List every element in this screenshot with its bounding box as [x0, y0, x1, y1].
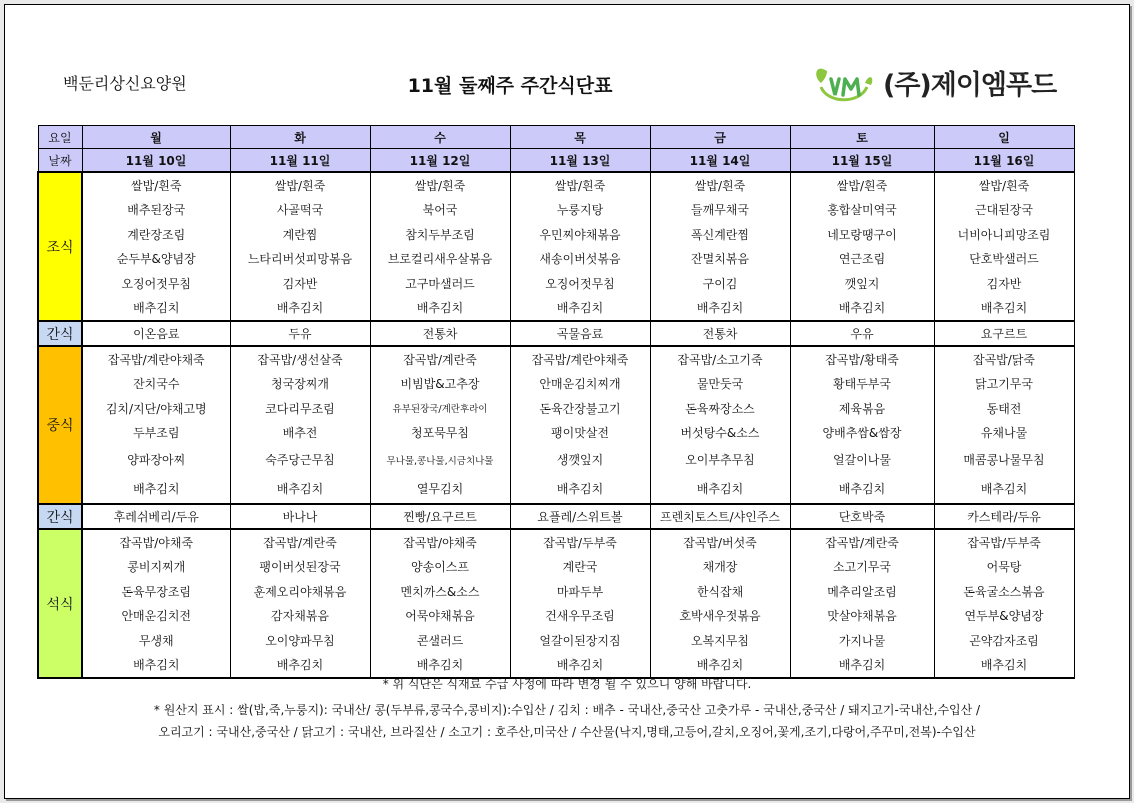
menu-item: 안매운김치찌개 [510, 372, 650, 397]
menu-item: 두부조림 [82, 421, 230, 446]
menu-row [38, 529, 1074, 555]
menu-item: 참치두부조림 [370, 222, 510, 247]
menu-item: 잔멸치볶음 [650, 247, 790, 272]
date-header: 11월 16일 [934, 149, 1074, 173]
menu-item: 맛살야채볶음 [790, 604, 934, 629]
menu-item: 연두부&양념장 [934, 604, 1074, 629]
date-row [38, 149, 1074, 173]
menu-item: 배추전 [230, 421, 370, 446]
menu-item: 채개장 [650, 555, 790, 580]
menu-item: 오이부추무침 [650, 445, 790, 474]
snack-item: 우유 [790, 321, 934, 346]
origin-notice [5, 699, 1129, 743]
menu-item: 쌀밥/흰죽 [82, 172, 230, 198]
snack-item: 이온음료 [82, 321, 230, 346]
menu-item: 폭신계란찜 [650, 222, 790, 247]
menu-item: 청포묵무침 [370, 421, 510, 446]
date-header: 11월 10일 [82, 149, 230, 173]
menu-item: 잡곡밥/닭죽 [934, 346, 1074, 372]
menu-item: 양파장아찌 [82, 445, 230, 474]
weekly-menu-table [37, 125, 1075, 679]
menu-item: 고구마샐러드 [370, 271, 510, 296]
menu-item: 매콤콩나물무침 [934, 445, 1074, 474]
day-header: 목 [510, 126, 650, 149]
day-header: 일 [934, 126, 1074, 149]
menu-row [38, 555, 1074, 580]
menu-item: 새송이버섯볶음 [510, 247, 650, 272]
menu-item: 잡곡밥/황태죽 [790, 346, 934, 372]
menu-item: 비빔밥&고추장 [370, 372, 510, 397]
menu-row [38, 346, 1074, 372]
menu-item: 북어국 [370, 198, 510, 223]
snack-item: 바나나 [230, 504, 370, 529]
menu-item: 홍합살미역국 [790, 198, 934, 223]
menu-item: 쌀밥/흰죽 [790, 172, 934, 198]
menu-item: 배추김치 [510, 653, 650, 679]
menu-item: 배추김치 [790, 653, 934, 679]
menu-item: 잡곡밥/계란야채죽 [82, 346, 230, 372]
menu-item: 배추김치 [934, 296, 1074, 322]
menu-item: 네모랑땡구이 [790, 222, 934, 247]
meal-label-snack1: 간식 [38, 321, 82, 346]
menu-row [38, 372, 1074, 397]
meal-label-dinner: 석식 [38, 529, 82, 678]
menu-item: 잡곡밥/계란죽 [370, 346, 510, 372]
menu-item: 양배추쌈&쌈장 [790, 421, 934, 446]
menu-item: 배추김치 [82, 296, 230, 322]
leaf-logo-icon [813, 57, 875, 107]
menu-item: 팽이맛살전 [510, 421, 650, 446]
menu-item: 잡곡밥/두부죽 [510, 529, 650, 555]
menu-item: 단호박샐러드 [934, 247, 1074, 272]
snack-item: 곡물음료 [510, 321, 650, 346]
menu-item: 김자반 [934, 271, 1074, 296]
snack-item: 카스테라/두유 [934, 504, 1074, 529]
menu-item: 김치/지단/야채고명 [82, 396, 230, 421]
org-name: 백둔리상신요양원 [63, 74, 187, 93]
menu-item: 배추김치 [934, 474, 1074, 504]
menu-item: 잡곡밥/소고기죽 [650, 346, 790, 372]
menu-item: 잔치국수 [82, 372, 230, 397]
date-header: 11월 15일 [790, 149, 934, 173]
menu-item: 배추김치 [790, 296, 934, 322]
menu-row [38, 247, 1074, 272]
menu-item: 코다리무조림 [230, 396, 370, 421]
menu-item: 우민찌야채볶음 [510, 222, 650, 247]
day-row [38, 126, 1074, 149]
menu-item: 물만둣국 [650, 372, 790, 397]
menu-item: 순두부&양념장 [82, 247, 230, 272]
change-notice: * 위 식단은 식재료 수급 사정에 따라 변경 될 수 있으니 양해 바랍니다. [382, 677, 752, 691]
menu-item: 무생채 [82, 628, 230, 653]
menu-item: 배추김치 [650, 653, 790, 679]
menu-item: 배추김치 [230, 296, 370, 322]
menu-item: 돈육무장조림 [82, 579, 230, 604]
menu-row [38, 445, 1074, 474]
date-label: 날짜 [38, 149, 82, 173]
menu-item: 배추김치 [650, 474, 790, 504]
menu-item: 돈육굴소스볶음 [934, 579, 1074, 604]
meal-label-breakfast: 조식 [38, 172, 82, 321]
menu-item: 오징어젓무침 [510, 271, 650, 296]
snack-item: 요구르트 [934, 321, 1074, 346]
meal-label-lunch: 중식 [38, 346, 82, 504]
menu-item: 쌀밥/흰죽 [370, 172, 510, 198]
snack-row [38, 321, 1074, 346]
menu-item: 황태두부국 [790, 372, 934, 397]
menu-item: 어묵야채볶음 [370, 604, 510, 629]
origin-notice-line: * 원산지 표시 : 쌀(밥,죽,누룽지): 국내산/ 콩(두부류,콩국수,콩비지):수입산 / 김치 : 배추 - 국내산,중국산 고춧가루 - 국내산,중국산 / 돼지고기-국내산,수입산 / [153, 703, 981, 717]
snack-item: 후레쉬베리/두유 [82, 504, 230, 529]
menu-item: 오징어젓무침 [82, 271, 230, 296]
menu-item: 잡곡밥/야채죽 [370, 529, 510, 555]
menu-item: 잡곡밥/야채죽 [82, 529, 230, 555]
date-header: 11월 14일 [650, 149, 790, 173]
menu-item: 마파두부 [510, 579, 650, 604]
menu-row [38, 579, 1074, 604]
snack-item: 프렌치토스트/샤인주스 [650, 504, 790, 529]
day-header: 월 [82, 126, 230, 149]
menu-item: 청국장찌개 [230, 372, 370, 397]
menu-row [38, 396, 1074, 421]
menu-item: 배추김치 [790, 474, 934, 504]
snack-item: 단호박죽 [790, 504, 934, 529]
menu-item: 오이양파무침 [230, 628, 370, 653]
menu-item: 배추김치 [370, 296, 510, 322]
menu-item: 감자채볶음 [230, 604, 370, 629]
menu-item: 배추김치 [934, 653, 1074, 679]
menu-row [38, 604, 1074, 629]
menu-row [38, 296, 1074, 322]
menu-item: 무나물,콩나물,시금치나물 [370, 445, 510, 474]
menu-item: 배추김치 [650, 296, 790, 322]
menu-item: 들깨무채국 [650, 198, 790, 223]
menu-row [38, 198, 1074, 223]
menu-item: 배추김치 [230, 474, 370, 504]
menu-item: 배추김치 [82, 653, 230, 679]
day-label: 요일 [38, 126, 82, 149]
origin-notice-line: 오리고기 : 국내산,중국산 / 닭고기 : 국내산, 브라질산 / 소고기 : 호주산,미국산 / 수산물(낙지,명태,고등어,갈치,오징어,꽃게,조기,다랑어,주꾸미,전복)-수입산 [158, 725, 976, 739]
menu-item: 잡곡밥/계란죽 [230, 529, 370, 555]
menu-item: 배추김치 [510, 474, 650, 504]
menu-item: 계란국 [510, 555, 650, 580]
menu-item: 얼갈이나물 [790, 445, 934, 474]
menu-item: 한식잡채 [650, 579, 790, 604]
snack-item: 찐빵/요구르트 [370, 504, 510, 529]
menu-item: 쌀밥/흰죽 [650, 172, 790, 198]
menu-item: 잡곡밥/생선살죽 [230, 346, 370, 372]
date-header: 11월 13일 [510, 149, 650, 173]
menu-item: 돈육간장불고기 [510, 396, 650, 421]
snack-item: 전통차 [370, 321, 510, 346]
menu-item: 쌀밥/흰죽 [510, 172, 650, 198]
day-header: 수 [370, 126, 510, 149]
menu-item: 배추김치 [82, 474, 230, 504]
menu-item: 깻잎지 [790, 271, 934, 296]
menu-item: 어묵탕 [934, 555, 1074, 580]
menu-item: 돈육짜장소스 [650, 396, 790, 421]
menu-item: 쌀밥/흰죽 [230, 172, 370, 198]
menu-item: 양송이스프 [370, 555, 510, 580]
company-logo-text: (주)제이엠푸드 [883, 69, 1057, 101]
day-header: 토 [790, 126, 934, 149]
menu-item: 연근조림 [790, 247, 934, 272]
company-logo [813, 57, 1056, 107]
menu-item: 제육볶음 [790, 396, 934, 421]
menu-item: 얼갈이된장지짐 [510, 628, 650, 653]
snack-row [38, 504, 1074, 529]
menu-item: 배추김치 [510, 296, 650, 322]
day-header: 금 [650, 126, 790, 149]
menu-item: 계란찜 [230, 222, 370, 247]
menu-item: 소고기무국 [790, 555, 934, 580]
menu-item: 배추된장국 [82, 198, 230, 223]
menu-row [38, 222, 1074, 247]
menu-item: 유채나물 [934, 421, 1074, 446]
menu-item: 쌀밥/흰죽 [934, 172, 1074, 198]
menu-row [38, 271, 1074, 296]
menu-item: 브로컬리새우살볶음 [370, 247, 510, 272]
menu-item: 훈제오리야채볶음 [230, 579, 370, 604]
menu-row [38, 172, 1074, 198]
menu-item: 멘치까스&소스 [370, 579, 510, 604]
menu-item: 근대된장국 [934, 198, 1074, 223]
menu-item: 잡곡밥/두부죽 [934, 529, 1074, 555]
menu-row [38, 628, 1074, 653]
menu-item: 오복지무침 [650, 628, 790, 653]
date-header: 11월 12일 [370, 149, 510, 173]
menu-item: 누룽지탕 [510, 198, 650, 223]
day-header: 화 [230, 126, 370, 149]
menu-item: 너비아니피망조림 [934, 222, 1074, 247]
snack-item: 두유 [230, 321, 370, 346]
menu-item: 유부된장국/계란후라이 [370, 396, 510, 421]
menu-item: 숙주당근무침 [230, 445, 370, 474]
menu-item: 배추김치 [230, 653, 370, 679]
menu-row [38, 421, 1074, 446]
meal-label-snack2: 간식 [38, 504, 82, 529]
menu-row [38, 474, 1074, 504]
menu-item: 메추리알조림 [790, 579, 934, 604]
menu-item: 잡곡밥/버섯죽 [650, 529, 790, 555]
menu-item: 팽이버섯된장국 [230, 555, 370, 580]
menu-item: 구이김 [650, 271, 790, 296]
menu-item: 안매운김치전 [82, 604, 230, 629]
menu-item: 생깻잎지 [510, 445, 650, 474]
menu-item: 느타리버섯피망볶음 [230, 247, 370, 272]
menu-item: 계란장조림 [82, 222, 230, 247]
page-title: 11월 둘째주 주간식단표 [407, 75, 613, 97]
menu-item: 배추김치 [370, 653, 510, 679]
snack-item: 전통차 [650, 321, 790, 346]
menu-item: 사골떡국 [230, 198, 370, 223]
menu-item: 건새우무조림 [510, 604, 650, 629]
menu-item: 곤약감자조림 [934, 628, 1074, 653]
menu-item: 버섯탕수&소스 [650, 421, 790, 446]
menu-item: 콘샐러드 [370, 628, 510, 653]
menu-item: 열무김치 [370, 474, 510, 504]
menu-item: 잡곡밥/계란죽 [790, 529, 934, 555]
menu-sheet [4, 4, 1130, 799]
snack-item: 요플레/스위트볼 [510, 504, 650, 529]
menu-item: 잡곡밥/계란야채죽 [510, 346, 650, 372]
menu-item: 호박새우젓볶음 [650, 604, 790, 629]
menu-item: 김자반 [230, 271, 370, 296]
menu-item: 동태전 [934, 396, 1074, 421]
menu-item: 가지나물 [790, 628, 934, 653]
date-header: 11월 11일 [230, 149, 370, 173]
menu-item: 콩비지찌개 [82, 555, 230, 580]
menu-item: 닭고기무국 [934, 372, 1074, 397]
